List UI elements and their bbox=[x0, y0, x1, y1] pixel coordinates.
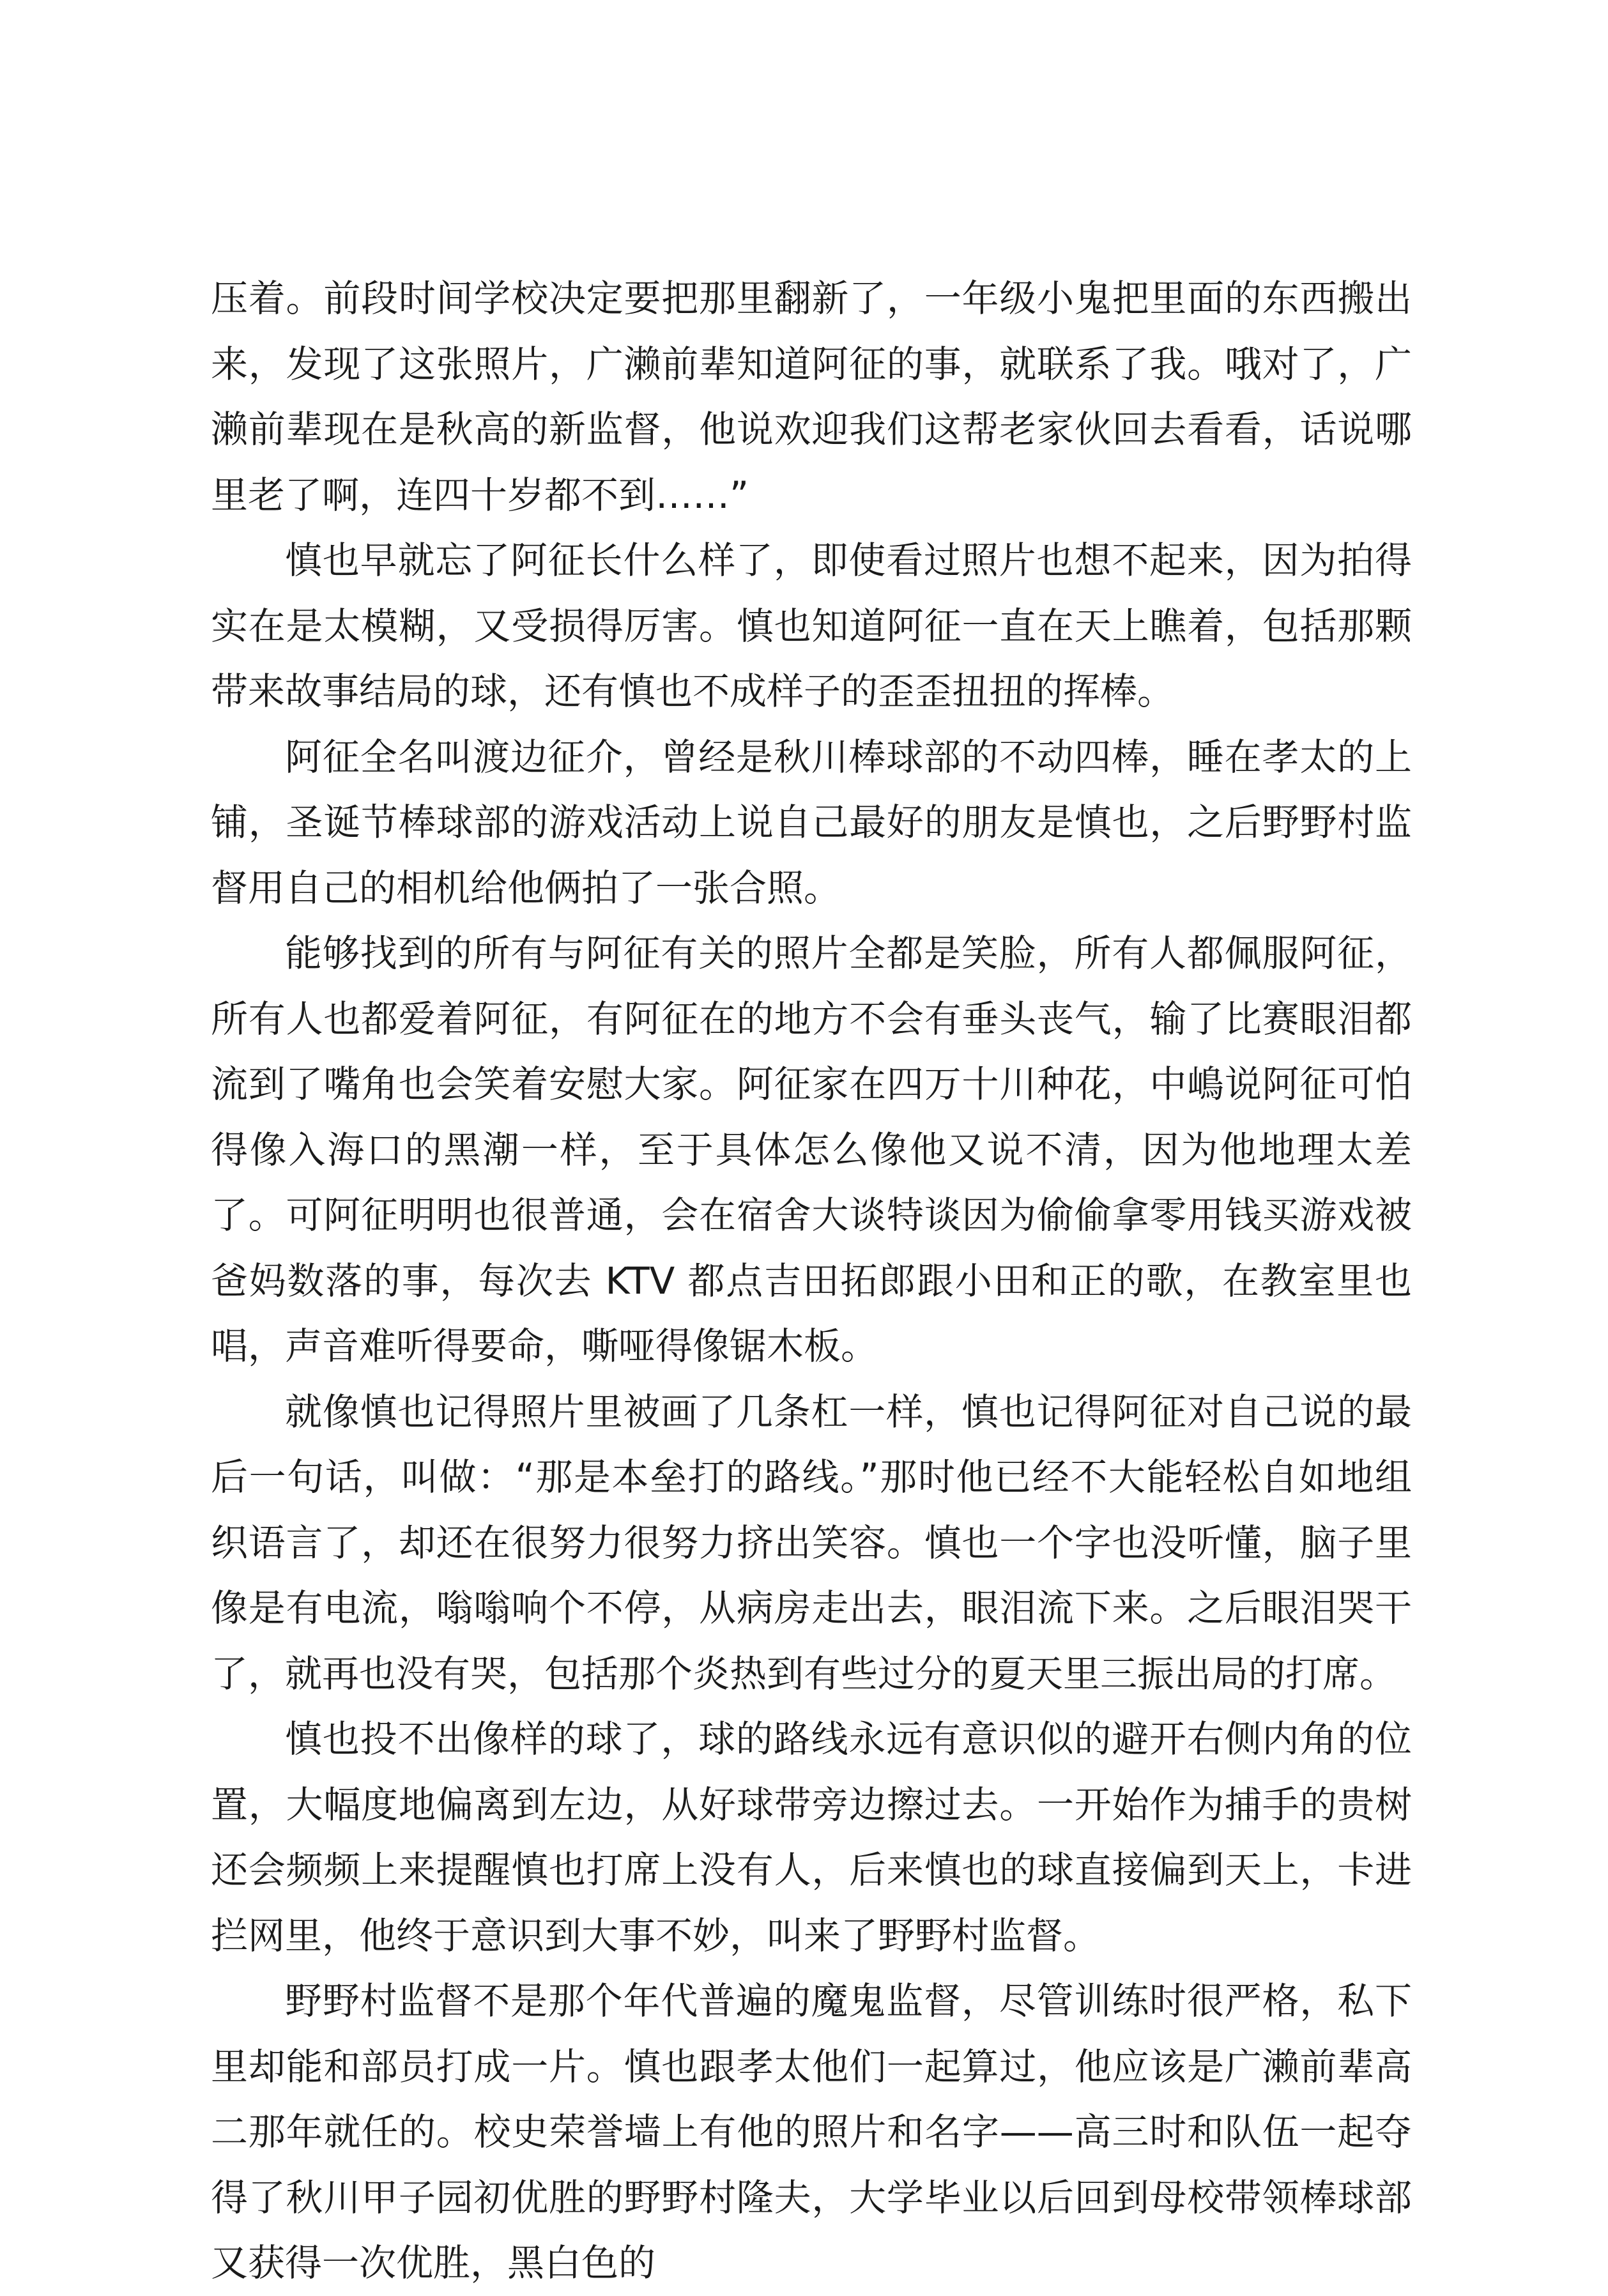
paragraph-1: 压着。前段时间学校决定要把那里翻新了，一年级小鬼把里面的东西搬出来，发现了这张照片，广濑前辈知道阿征的事，就联系了我。哦对了，广濑前辈现在是秋高的新监督，他说欢迎我们这帮老家伙回去看看，话说哪里老了啊，连四十岁都不到……” bbox=[211, 277, 1412, 517]
paragraph-4: 能够找到的所有与阿征有关的照片全都是笑脸，所有人都佩服阿征，所有人也都爱着阿征，有阿征在的地方不会有垂头丧气，输了比赛眼泪都流到了嘴角也会笑着安慰大家。阿征家在四万十川种花，中嶋说阿征可怕得像入海口的黑潮一样，至于具体怎么像他又说不清，因为他地理太差了。可阿征明明也很普通，会在宿舍大谈特谈因为偷偷拿零用钱买游戏被爸妈数落的事，每次去 KTV 都点吉田拓郎跟小田和正的歌，在教室里也唱，声音难听得要命，嘶哑得像锯木板。 bbox=[211, 931, 1412, 1368]
paragraph-2: 慎也早就忘了阿征长什么样了，即使看过照片也想不起来，因为拍得实在是太模糊，又受损得厉害。慎也知道阿征一直在天上瞧着，包括那颗带来故事结局的球，还有慎也不成样子的歪歪扭扭的挥棒。 bbox=[211, 539, 1412, 713]
document-page bbox=[211, 266, 1412, 2296]
paragraph-7: 野野村监督不是那个年代普遍的魔鬼监督，尽管训练时很严格，私下里却能和部员打成一片。慎也跟孝太他们一起算过，他应该是广濑前辈高二那年就任的。校史荣誉墙上有他的照片和名字——高三时和队伍一起夺得了秋川甲子园初优胜的野野村隆夫，大学毕业以后回到母校带领棒球部又获得一次优胜，黑白色的 bbox=[211, 1979, 1412, 2285]
paragraph-5: 就像慎也记得照片里被画了几条杠一样，慎也记得阿征对自己说的最后一句话，叫做：“那是本垒打的路线。”那时他已经不大能轻松自如地组织语言了，却还在很努力很努力挤出笑容。慎也一个字也没听懂，脑子里像是有电流，嗡嗡响个不停，从病房走出去，眼泪流下来。之后眼泪哭干了，就再也没有哭，包括那个炎热到有些过分的夏天里三振出局的打席。 bbox=[211, 1389, 1412, 1695]
paragraph-6: 慎也投不出像样的球了，球的路线永远有意识似的避开右侧内角的位置，大幅度地偏离到左边，从好球带旁边擦过去。一开始作为捕手的贵树还会频频上来提醒慎也打席上没有人，后来慎也的球直接偏到天上，卡进拦网里，他终于意识到大事不妙，叫来了野野村监督。 bbox=[211, 1717, 1412, 1957]
paragraph-3: 阿征全名叫渡边征介，曾经是秋川棒球部的不动四棒，睡在孝太的上铺，圣诞节棒球部的游戏活动上说自己最好的朋友是慎也，之后野野村监督用自己的相机给他俩拍了一张合照。 bbox=[211, 735, 1412, 910]
